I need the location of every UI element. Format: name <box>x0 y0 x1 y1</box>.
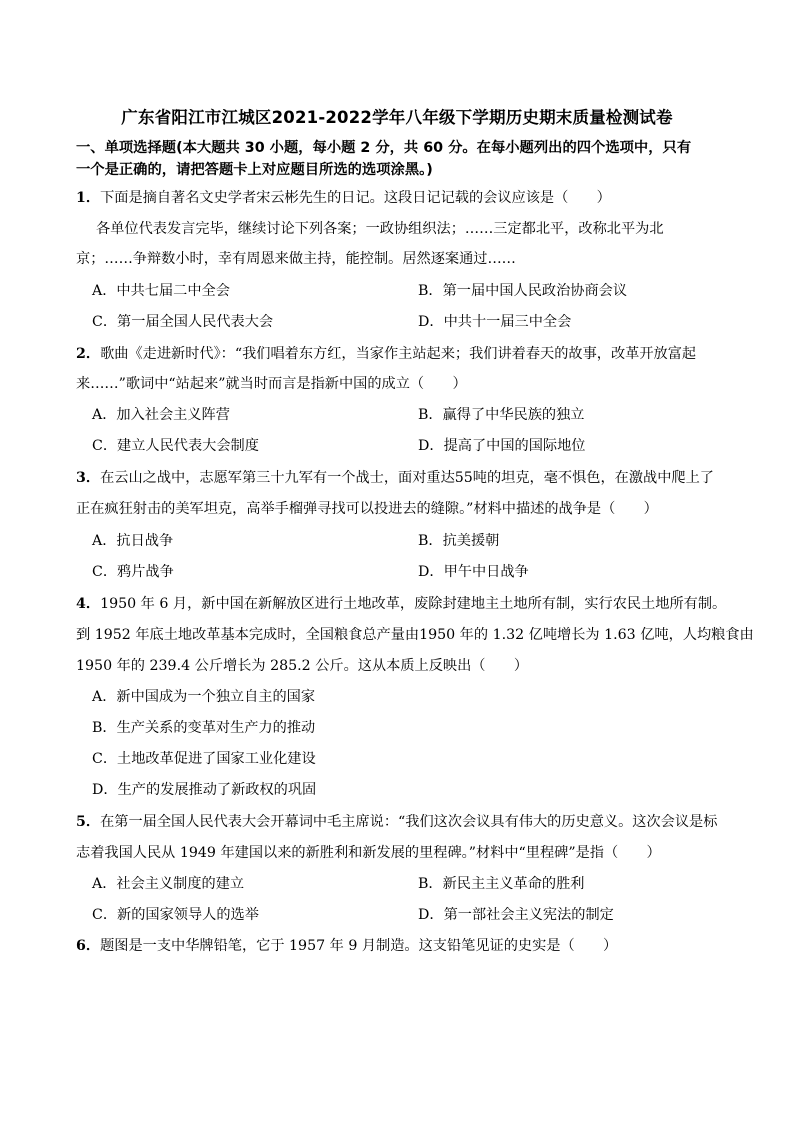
question-3-number: 3． <box>76 470 101 486</box>
question-3-option-b[interactable]: B．抗美援朝 <box>418 533 500 549</box>
question-4-text-2: 到 1952 年底土地改革基本完成时，全国粮食总产量由1950 年的 1.32 亿吨增长为 1.63 亿吨，人均粮食由 <box>76 627 754 643</box>
question-4-text-3: 1950 年的 239.4 公斤增长为 285.2 公斤。这从本质上反映出（ ） <box>76 658 529 674</box>
section-heading-line-2: 一个是正确的，请把答题卡上对应题目所选的选项涂黑。) <box>76 162 433 178</box>
question-3-text-2: 正在疯狂射击的美军坦克，高举手榴弹寻找可以投进去的缝隙。”材料中描述的战争是（ ） <box>76 501 658 517</box>
section-heading-line-1: 一、单项选择题(本大题共 30 小题，每小题 2 分，共 60 分。在每小题列出的四个选项中，只有 <box>76 140 692 156</box>
question-5-stem <box>76 811 717 831</box>
question-3-text-1: 在云山之战中，志愿军第三十九军有一个战士，面对重达55吨的坦克，毫不惧色，在激战中爬上了 <box>100 470 714 486</box>
question-5-text-2: 志着我国人民从 1949 年建国以来的新胜利和新发展的里程碑。”材料中“里程碑”是指（ ） <box>76 845 661 861</box>
question-1-quote-line-1: 各单位代表发言完毕，继续讨论下列各案；一政协组织法；……三定都北平，改称北平为北 <box>96 221 664 237</box>
question-4-stem <box>76 593 726 613</box>
question-1-option-d[interactable]: D．中共十一届三中全会 <box>418 314 572 330</box>
question-3-stem <box>76 467 714 487</box>
question-5-option-d[interactable]: D．第一部社会主义宪法的制定 <box>418 907 614 923</box>
question-6-text-1: 题图是一支中华牌铅笔，它于 1957 年 9 月制造。这支铅笔见证的史实是（ ） <box>100 938 618 954</box>
question-4-number: 4． <box>76 596 101 612</box>
question-2-option-b[interactable]: B．赢得了中华民族的独立 <box>418 407 585 423</box>
question-5-text-1: 在第一届全国人民代表大会开幕词中毛主席说：“我们这次会议具有伟大的历史意义。这次会议是标 <box>100 814 718 830</box>
question-1-text: 下面是摘自著名文史学者宋云彬先生的日记。这段日记记载的会议应该是（ ） <box>100 190 611 206</box>
question-5-option-b[interactable]: B．新民主主义革命的胜利 <box>418 876 585 892</box>
question-3-option-c[interactable]: C．鸦片战争 <box>92 564 174 580</box>
exam-title: 广东省阳江市江城区2021-2022学年八年级下学期历史期末质量检测试卷 <box>121 108 673 127</box>
section-heading <box>76 137 756 181</box>
question-1-stem <box>76 187 611 207</box>
question-1-number: 1． <box>76 190 101 206</box>
question-1-option-c[interactable]: C．第一届全国人民代表大会 <box>92 314 274 330</box>
question-2-option-c[interactable]: C．建立人民代表大会制度 <box>92 438 259 454</box>
question-1-option-b[interactable]: B．第一届中国人民政治协商会议 <box>418 283 628 299</box>
question-2-text-1: 歌曲《走进新时代》：“我们唱着东方红，当家作主站起来；我们讲着春天的故事，改革开放富起 <box>100 346 697 362</box>
question-5-option-a[interactable]: A．社会主义制度的建立 <box>92 876 245 892</box>
question-2-option-d[interactable]: D．提高了中国的国际地位 <box>418 438 586 454</box>
question-1-option-a[interactable]: A．中共七届二中全会 <box>92 283 230 299</box>
question-4-option-c[interactable]: C．土地改革促进了国家工业化建设 <box>92 751 316 767</box>
question-2-text-2: 来……”歌词中“站起来”就当时而言是指新中国的成立（ ） <box>76 376 467 392</box>
question-1-quote-line-2: 京；……争辩数小时，幸有周恩来做主持，能控制。居然逐案通过…… <box>76 251 516 267</box>
question-3-option-d[interactable]: D．甲午中日战争 <box>418 564 529 580</box>
question-4-option-b[interactable]: B．生产关系的变革对生产力的推动 <box>92 720 316 736</box>
question-2-number: 2． <box>76 346 101 362</box>
question-5-number: 5． <box>76 814 101 830</box>
question-4-text-1: 1950 年 6 月，新中国在新解放区进行土地改革，废除封建地主土地所有制，实行农民土地所有制。 <box>100 596 727 612</box>
question-2-option-a[interactable]: A．加入社会主义阵营 <box>92 407 230 423</box>
question-4-option-d[interactable]: D．生产的发展推动了新政权的巩固 <box>92 782 317 798</box>
question-6-stem <box>76 935 617 955</box>
question-6-number: 6． <box>76 938 101 954</box>
question-3-option-a[interactable]: A．抗日战争 <box>92 533 174 549</box>
question-4-option-a[interactable]: A．新中国成为一个独立自主的国家 <box>92 689 316 705</box>
question-5-option-c[interactable]: C．新的国家领导人的选举 <box>92 907 259 923</box>
question-2-stem <box>76 343 696 363</box>
